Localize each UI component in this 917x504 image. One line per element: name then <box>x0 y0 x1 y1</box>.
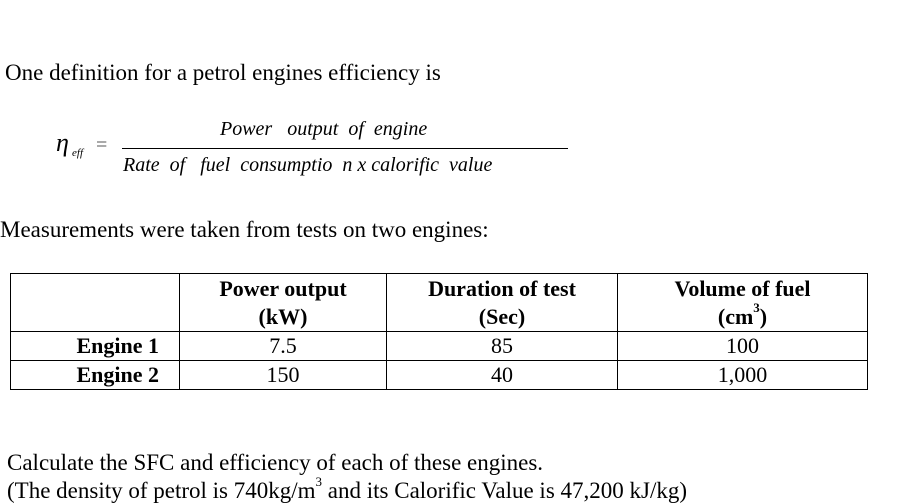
table-header-row <box>11 274 868 332</box>
fraction-bar <box>122 148 568 149</box>
header-volume-close: ) <box>759 303 768 329</box>
formula-denominator: Rate of fuel consumptio n x calorific value <box>123 154 493 176</box>
density-text: (The density of petrol is 740kg/m <box>7 478 316 503</box>
equals-sign: = <box>96 134 108 156</box>
question-line-1: Calculate the SFC and efficiency of each of these engines. <box>7 450 544 475</box>
row-label-engine-1: Engine 1 <box>11 332 180 361</box>
cell-volume-engine-2: 1,000 <box>618 361 868 390</box>
header-power-output <box>180 274 387 332</box>
header-power-line1: Power output <box>219 275 347 301</box>
table-row <box>11 361 868 390</box>
header-duration-line2: (Sec) <box>478 303 526 329</box>
row-label-engine-2: Engine 2 <box>11 361 180 390</box>
header-cell-empty <box>11 274 180 332</box>
header-volume-unit: (cm <box>717 303 754 329</box>
table-row <box>11 332 868 361</box>
eta-symbol: η <box>56 128 69 157</box>
cell-power-engine-1: 7.5 <box>180 332 387 361</box>
question-line-2 <box>7 474 688 504</box>
density-exponent: 3 <box>315 474 323 490</box>
cell-volume-engine-1: 100 <box>618 332 868 361</box>
header-volume-line2 <box>618 300 867 331</box>
engine-test-table <box>10 273 868 390</box>
header-volume <box>618 274 868 332</box>
calorific-text: and its Calorific Value is 47,200 kJ/kg) <box>322 478 688 503</box>
formula-numerator: Power output of engine <box>220 118 428 140</box>
measurements-text: Measurements were taken from tests on two engines: <box>0 217 489 242</box>
header-volume-exponent: 3 <box>753 300 760 316</box>
header-power-line2: (kW) <box>258 303 308 329</box>
cell-power-engine-2: 150 <box>180 361 387 390</box>
intro-text: One definition for a petrol engines efficiency is <box>5 60 441 85</box>
cell-duration-engine-2: 40 <box>387 361 618 390</box>
header-duration-line1: Duration of test <box>428 275 576 301</box>
header-duration <box>387 274 618 332</box>
cell-duration-engine-1: 85 <box>387 332 618 361</box>
eta-subscript: eff <box>72 147 83 159</box>
header-volume-line1: Volume of fuel <box>674 275 811 301</box>
